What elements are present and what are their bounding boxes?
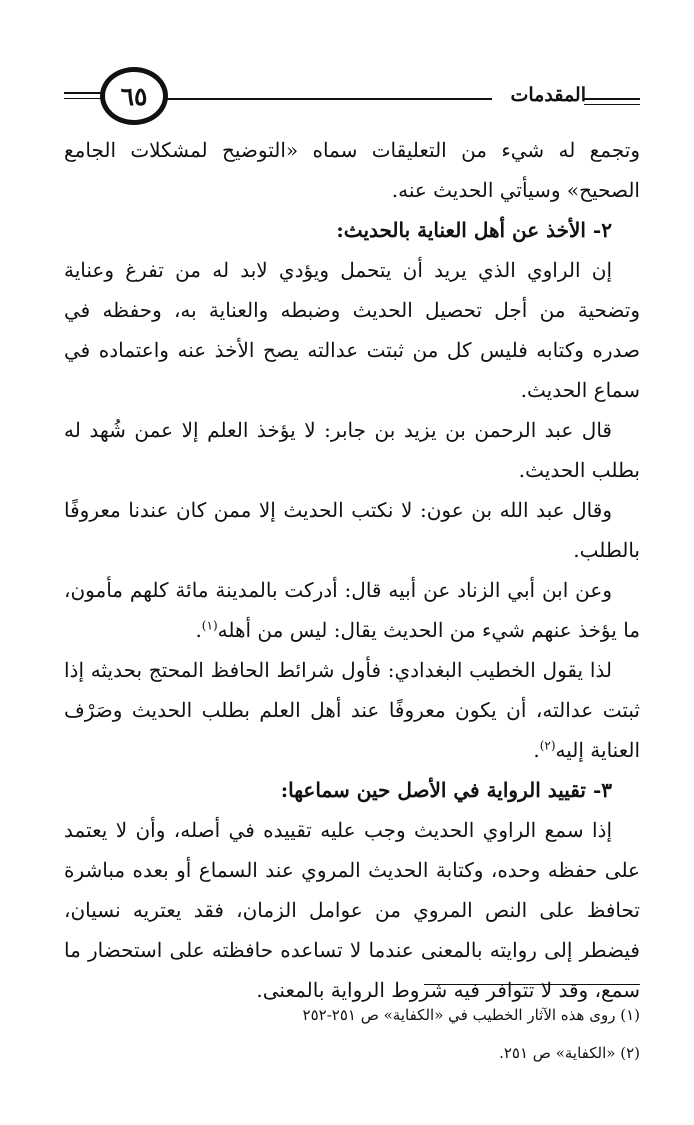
paragraph: قال عبد الرحمن بن يزيد بن جابر: لا يؤخذ العلم إلا عمن شُهد له بطلب الحديث. xyxy=(64,418,640,482)
header-rule-right xyxy=(584,98,640,100)
section-heading: ٣- تقييد الرواية في الأصل حين سماعها: xyxy=(280,778,612,802)
main-text xyxy=(64,130,640,1010)
footnote-ref: (١) xyxy=(201,618,218,633)
paragraph-text: وعن ابن أبي الزناد عن أبيه قال: أدركت بالمدينة مائة كلهم مأمون، ما يؤخذ عنهم شيء من الحديث يقال: ليس من أهله xyxy=(64,578,640,642)
header-rule-middle xyxy=(166,98,492,100)
page-number: ٦٥ xyxy=(120,81,148,111)
footnotes xyxy=(64,996,640,1072)
footnote: (٢) «الكفاية» ص ٢٥١. xyxy=(499,1044,640,1062)
paragraph: وعن ابن أبي الزناد عن أبيه قال: أدركت بالمدينة مائة كلهم مأمون، ما يؤخذ عنهم شيء من الحديث يقال: ليس من أهله$^{(١)}$. xyxy=(64,578,640,642)
header-rule-left xyxy=(64,92,104,94)
page-number-badge xyxy=(100,67,168,125)
header-rule-left-thin xyxy=(64,98,104,99)
paragraph: وتجمع له شيء من التعليقات سماه «التوضيح لمشكلات الجامع الصحيح» وسيأتي الحديث عنه. xyxy=(64,138,640,202)
paragraph-text: لذا يقول الخطيب البغدادي: فأول شرائط الحافظ المحتج بحديثه إذا ثبتت عدالته، أن يكون معروفًا عند أهل العلم بطلب الحديث وصَرْف العناية إليه xyxy=(64,658,640,762)
section-heading: ٢- الأخذ عن أهل العناية بالحديث: xyxy=(336,218,612,242)
page-header xyxy=(0,62,694,132)
paragraph: إذا سمع الراوي الحديث وجب عليه تقييده في أصله، وأن لا يعتمد على حفظه وحده، وكتابة الحديث المروي عند السماع أو بعده مباشرة تحافظ على النص المروي من عوامل الزمان، فقد يعتريه نسيان، فيضطر إلى روايته بالمعنى عندما لا تساعده حافظته على استحضار ما سمع، وقد لا تتوافر فيه شروط الرواية بالمعنى. xyxy=(64,818,640,1002)
chapter-title: المقدمات xyxy=(510,84,586,106)
paragraph: وقال عبد الله بن عون: لا نكتب الحديث إلا ممن كان عندنا معروفًا بالطلب. xyxy=(64,498,640,562)
footnote: (١) روى هذه الآثار الخطيب في «الكفاية» ص ٢٥١-٢٥٢ xyxy=(302,1006,640,1024)
footnote-ref: (٢) xyxy=(539,738,556,753)
paragraph: إن الراوي الذي يريد أن يتحمل ويؤدي لابد له من تفرغ وعناية وتضحية من أجل تحصيل الحديث وضبطه والعناية به، وحفظه في صدره وكتابه فليس كل من ثبتت عدالته يصح الأخذ عنه واعتماده في سماع الحديث. xyxy=(64,258,640,402)
paragraph: لذا يقول الخطيب البغدادي: فأول شرائط الحافظ المحتج بحديثه إذا ثبتت عدالته، أن يكون معروفًا عند أهل العلم بطلب الحديث وصَرْف العناية إليه$^{(٢)}$. xyxy=(64,658,640,762)
header-rule-right-thin xyxy=(584,104,640,105)
footnote-separator xyxy=(424,984,640,985)
